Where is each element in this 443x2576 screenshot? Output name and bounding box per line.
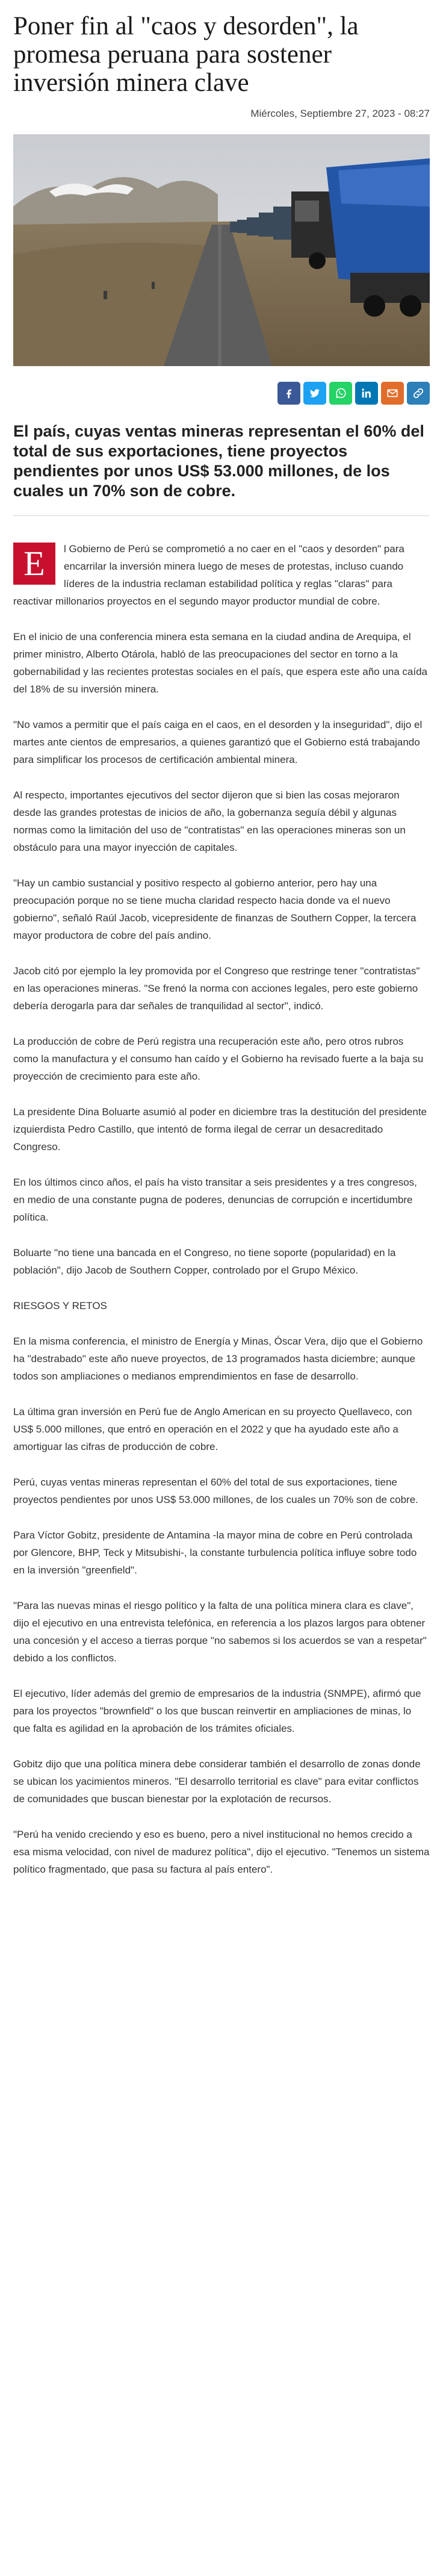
article-date: Miércoles, Septiembre 27, 2023 - 08:27 xyxy=(250,108,430,119)
facebook-icon xyxy=(282,387,296,400)
article-photo xyxy=(13,134,430,366)
article-body xyxy=(13,540,430,1878)
divider xyxy=(13,515,430,516)
twitter-icon xyxy=(308,387,321,400)
paragraph: Boluarte "no tiene una bancada en el Congreso, no tiene soporte (popularidad) en la población", dijo Jacob de Southern Copper, controlado por el Grupo México. xyxy=(13,1247,396,1276)
paragraph: Para Víctor Gobitz, presidente de Antamina -la mayor mina de cobre en Perú controlada por Glencore, BHP, Teck y Mitsubishi-, la constante turbulencia política influye sobre todo en la inversión "greenfield". xyxy=(13,1529,417,1576)
paragraph: Perú, cuyas ventas mineras representan el 60% del total de sus exportaciones, tiene proyectos pendientes por unos US$ 53.000 millones, de los cuales un 70% son de cobre. xyxy=(13,1476,418,1505)
whatsapp-icon xyxy=(334,387,347,400)
paragraph: "Perú ha venido creciendo y eso es bueno, pero a nivel institucional no hemos crecido a esa misma velocidad, con nivel de madurez política", dijo el ejecutivo. "Tenemos un sistema político fragmentado, que pasa su factura al país entero". xyxy=(13,1829,430,1875)
paragraph: El ejecutivo, líder además del gremio de empresarios de la industria (SNMPE), afirmó que para los proyectos "brownfield" o los que buscan reinvertir en ampliaciones de minas, lo que falta es agilidad en la aprobación de los trámites oficiales. xyxy=(13,1688,421,1734)
paragraph: "Hay un cambio sustancial y positivo respecto al gobierno anterior, pero hay una preocupación porque no se tiene mucha claridad respecto hacia donde va el nuevo gobierno", señaló Raúl Jacob, vicepresidente de finanzas de Southern Copper, la tercera mayor productora de cobre del país andino. xyxy=(13,877,417,941)
link-icon xyxy=(412,387,425,400)
paragraph: En el inicio de una conferencia minera esta semana en la ciudad andina de Arequipa, el primer ministro, Alberto Otárola, habló de las preocupaciones del sector en torno a la gobernabilidad y las recientes protestas sociales en el país, que espera este año una caída del 18% de su inversión minera. xyxy=(13,631,428,695)
section-subheading: RIESGOS Y RETOS xyxy=(13,1300,107,1311)
paragraph: En la misma conferencia, el ministro de Energía y Minas, Óscar Vera, dijo que el Gobierno ha "destrabado" este año nueve proyectos, de 13 programados hasta diciembre; aunque todos son ampliaciones o medianos emprendimientos en fase de desarrollo. xyxy=(13,1336,423,1382)
email-icon xyxy=(386,387,399,400)
paragraph: Jacob citó por ejemplo la ley promovida por el Congreso que restringe tener "contratistas" en las operaciones mineras. "Se frenó la norma con acciones legales, pero este gobierno debería derogarla para dar señales de tranquilidad al sector", indicó. xyxy=(13,965,420,1012)
paragraph: Gobitz dijo que una política minera debe considerar también el desarrollo de zonas donde se ubican los yacimientos mineros. "El desarrollo territorial es clave" para evitar conflictos de comunidades que buscan bienestar por la explotación de recursos. xyxy=(13,1758,421,1805)
twitter-share-button[interactable] xyxy=(303,382,326,405)
linkedin-icon xyxy=(360,387,373,400)
paragraph: En los últimos cinco años, el país ha visto transitar a seis presidentes y a tres congresos, en medio de una constante pugna de poderes, denuncias de corrupción e incertidumbre política. xyxy=(13,1177,417,1223)
first-paragraph-text: l Gobierno de Perú se comprometió a no caer en el "caos y desorden" para encarrilar la inversión minera luego de meses de protestas, incluso cuando líderes de la industria reclaman estabilidad política y reglas "claras" para reactivar millonarios proyectos en el segundo mayor productor mundial de cobre. xyxy=(13,543,404,607)
paragraph: "Para las nuevas minas el riesgo político y la falta de una política minera clara es clave", dijo el ejecutivo en una entrevista telefónica, en referencia a los plazos largos para obtener una concesión y el acceso a tierras porque "no sabemos si los acuerdos se van a respetar" debido a los conflictos. xyxy=(13,1600,427,1664)
copy-link-button[interactable] xyxy=(407,382,430,405)
drop-cap: E xyxy=(13,543,55,585)
paragraph: La producción de cobre de Perú registra una recuperación este año, pero otros rubros como la manufactura y el consumo han caído y el Gobierno ha revisado fuerte a la baja su proyección de crecimiento para este año. xyxy=(13,1036,424,1082)
article-lead: El país, cuyas ventas mineras representan el 60% del total de sus exportaciones, tiene proyectos pendientes por unos US$ 53.000 millones, de los cuales un 70% son de cobre. xyxy=(13,422,424,500)
paragraph: La última gran inversión en Perú fue de Anglo American en su proyecto Quellaveco, con US$ 5.000 millones, que entró en operación en el 2022 y que ha ayudado este año a amortiguar las cifras de producción de cobre. xyxy=(13,1406,412,1452)
facebook-share-button[interactable] xyxy=(277,382,300,405)
first-paragraph xyxy=(13,540,430,610)
linkedin-share-button[interactable] xyxy=(355,382,378,405)
paragraph: "No vamos a permitir que el país caiga en el caos, en el desorden y la inseguridad", dijo el martes ante cientos de empresarios, a quienes garantizó que el Gobierno está trabajando para simplificar los procesos de certificación ambiental minera. xyxy=(13,719,423,765)
email-share-button[interactable] xyxy=(381,382,404,405)
paragraph: La presidente Dina Boluarte asumió al poder en diciembre tras la destitución del presidente izquierdista Pedro Castillo, que intentó de forma ilegal de cerrar un desacreditado Congreso. xyxy=(13,1106,427,1153)
whatsapp-share-button[interactable] xyxy=(329,382,352,405)
share-bar xyxy=(13,382,430,405)
paragraph: Al respecto, importantes ejecutivos del sector dijeron que si bien las cosas mejoraron desde las grandes protestas de inicios de año, la gobernanza seguía débil y algunas normas como la limitación del uso de "contratistas" en las operaciones mineras son un obstáculo para una mayor inyección de capitales. xyxy=(13,789,406,853)
article-title: Poner fin al "caos y desorden", la promesa peruana para sostener inversión minera clave xyxy=(13,12,359,97)
